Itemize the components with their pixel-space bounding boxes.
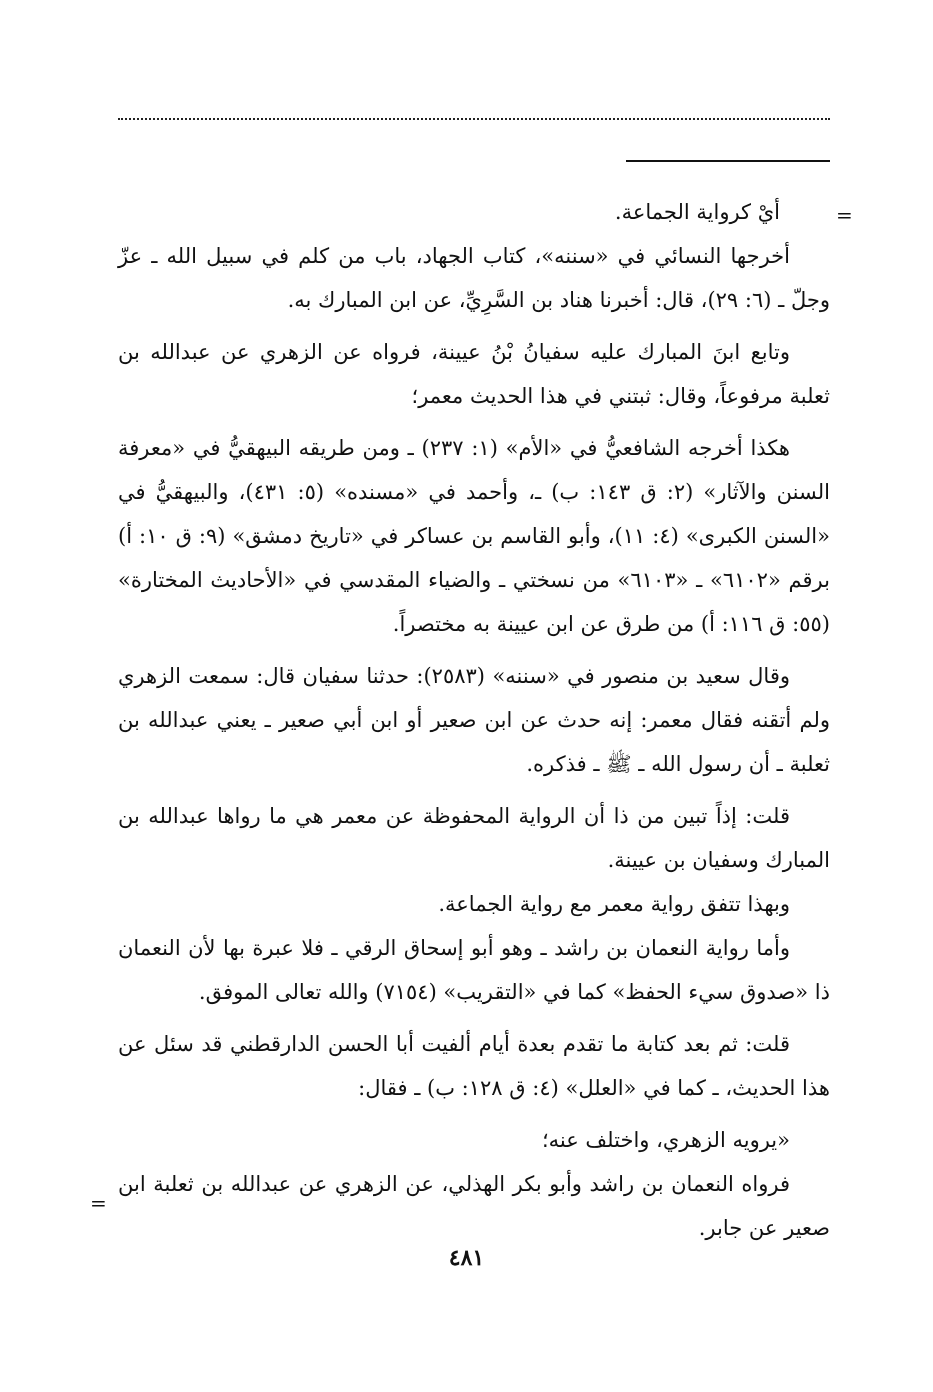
footnote-rule	[626, 160, 830, 162]
paragraph: قلت: ثم بعد كتابة ما تقدم بعدة أيام ألفيت أبا الحسن الدارقطني قد سئل عن هذا الحديث، ـ كما في «العلل» (٤: ق ١٢٨: ب) ـ فقال:	[118, 1032, 830, 1100]
continuation-mark-top: =	[836, 203, 853, 227]
paragraph: وأما رواية النعمان بن راشد ـ وهو أبو إسحاق الرقي ـ فلا عبرة بها لأن النعمان ذا «صدوق سيء الحفظ» كما في «التقريب» (٧١٥٤) والله تعالى الموفق.	[118, 936, 830, 1004]
page-number: ٤٨١	[448, 1245, 485, 1271]
continuation-mark-bottom: =	[90, 1191, 107, 1215]
paragraph: أخرجها النسائي في «سننه»، كتاب الجهاد، باب من كلم في سبيل الله ـ عزّ وجلّ ـ (٦: ٢٩)، قال: أخبرنا هناد بن السَّرِيِّ، عن ابن المبارك به.	[118, 244, 830, 312]
paragraph: وبهذا تتفق رواية معمر مع رواية الجماعة.	[438, 892, 790, 916]
paragraph: أيْ كرواية الجماعة.	[614, 200, 780, 224]
paragraph: وقال سعيد بن منصور في «سننه» (٢٥٨٣): حدثنا سفيان قال: سمعت الزهري ولم أتقنه فقال معمر: إنه حدث عن ابن صعير أو ابن أبي صعير ـ يعني عبدالله بن ثعلبة ـ أن رسول الله ـ ﷺ ـ فذكره.	[118, 664, 830, 776]
paragraph: «يرويه الزهري، واختلف عنه؛	[541, 1128, 790, 1152]
paragraph: هكذا أخرجه الشافعيُّ في «الأم» (١: ٢٣٧) ـ ومن طريقه البيهقيُّ في «معرفة السنن والآثار» (٢: ق ١٤٣: ب) ـ، وأحمد في «مسنده» (٥: ٤٣١)، والبيهقيُّ في «السنن الكبرى» (٤: ١١)، وأبو القاسم بن عساكر في «تاريخ دمشق» (٩: ق ١٠: أ) برقم «٦١٠٢» ـ «٦١٠٣» من نسختي ـ والضياء المقدسي في «الأحاديث المختارة» (٥٥: ق ١١٦: أ) من طرق عن ابن عيينة به مختصراً.	[118, 436, 830, 636]
dotted-separator	[118, 118, 830, 120]
footnote-text	[118, 190, 830, 1250]
paragraph: قلت: إذاً تبين من ذا أن الرواية المحفوظة عن معمر هي ما رواها عبدالله بن المبارك وسفيان بن عيينة.	[118, 804, 830, 872]
paragraph: وتابع ابنَ المبارك عليه سفيانُ بْنُ عيينة، فرواه عن الزهري عن عبدالله بن ثعلبة مرفوعاً، وقال: ثبتني في هذا الحديث معمر؛	[118, 340, 830, 408]
paragraph: فرواه النعمان بن راشد وأبو بكر الهذلي، عن الزهري عن عبدالله بن ثعلبة ابن صعير عن جابر.	[118, 1172, 830, 1240]
